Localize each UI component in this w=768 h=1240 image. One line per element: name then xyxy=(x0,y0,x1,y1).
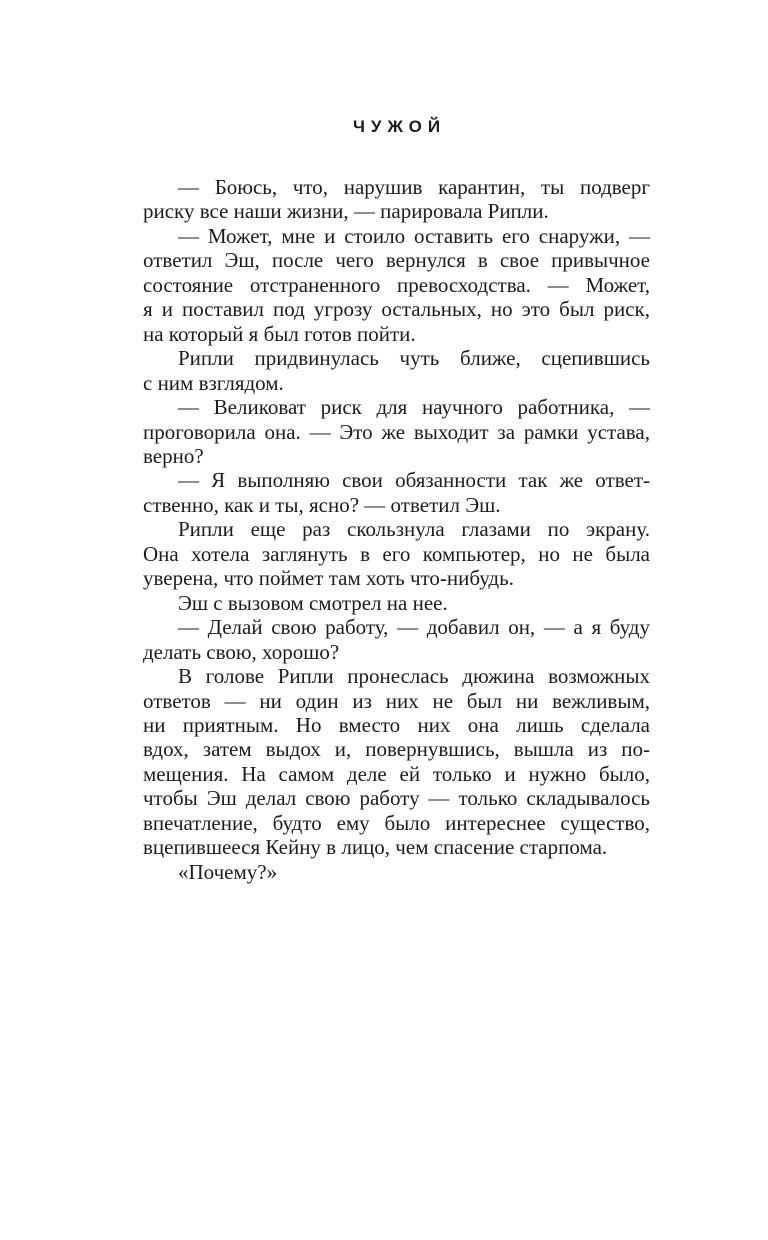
paragraph xyxy=(143,224,650,346)
paragraph xyxy=(143,591,650,615)
paragraph xyxy=(143,517,650,590)
text-line: — Боюсь, что, нарушив карантин, ты подверг xyxy=(178,175,650,199)
text-line: Рипли еще раз скользнула глазами по экрану. xyxy=(178,517,650,542)
paragraph xyxy=(143,615,650,664)
text-line: ответов — ни один из них не был ни вежливым, xyxy=(143,688,650,713)
text-line: ни приятным. Но вместо них она лишь сделала xyxy=(143,712,650,737)
text-line: ственно, как и ты, ясно? — ответил Эш. xyxy=(143,492,501,517)
text-line: впечатление, будто ему было интереснее существо, xyxy=(143,810,650,835)
text-line: с ним взглядом. xyxy=(143,370,284,395)
paragraph xyxy=(143,468,650,517)
text-line: уверена, что поймет там хоть что-нибудь. xyxy=(143,566,514,591)
paragraph xyxy=(143,860,650,884)
paragraph xyxy=(143,664,650,860)
running-header: ЧУЖОЙ xyxy=(352,117,447,136)
text-line: — Великоват риск для научного работника, — xyxy=(178,395,650,420)
text-line: верно? xyxy=(143,443,204,468)
text-line: на который я был готов пойти. xyxy=(143,321,416,346)
text-line: мещения. На самом деле ей только и нужно было, xyxy=(143,761,650,786)
text-line: делать свою, хорошо? xyxy=(143,639,340,664)
text-line: вцепившееся Кейну в лицо, чем спасение старпома. xyxy=(143,835,608,860)
text-line: вдох, затем выдох и, повернувшись, вышла из по- xyxy=(143,737,650,762)
text-line: чтобы Эш делал свою работу — только складывалось xyxy=(143,786,650,811)
text-line: риску все наши жизни, — парировала Рипли. xyxy=(143,199,549,224)
text-line: проговорила она. — Это же выходит за рамки устава, xyxy=(143,419,650,444)
text-line: «Почему?» xyxy=(178,859,278,884)
text-line: — Может, мне и стоило оставить его снаружи, — xyxy=(178,223,650,248)
text-line: состояние отстраненного превосходства. — Может, xyxy=(143,272,650,297)
text-line: — Делай свою работу, — добавил он, — а я буду xyxy=(178,615,650,640)
text-line: Она хотела заглянуть в его компьютер, но не была xyxy=(143,541,650,566)
text-line: я и поставил под угрозу остальных, но это был риск, xyxy=(143,297,650,322)
text-line: — Я выполняю свои обязанности так же ответ- xyxy=(178,468,650,493)
paragraph xyxy=(143,395,650,468)
paragraph xyxy=(143,175,650,224)
page-body xyxy=(143,175,650,884)
text-line: Эш с вызовом смотрел на нее. xyxy=(178,590,448,615)
paragraph xyxy=(143,346,650,395)
text-line: Рипли придвинулась чуть ближе, сцепившись xyxy=(178,346,650,371)
text-line: ответил Эш, после чего вернулся в свое привычное xyxy=(143,248,650,273)
text-line: В голове Рипли пронеслась дюжина возможных xyxy=(178,664,650,689)
